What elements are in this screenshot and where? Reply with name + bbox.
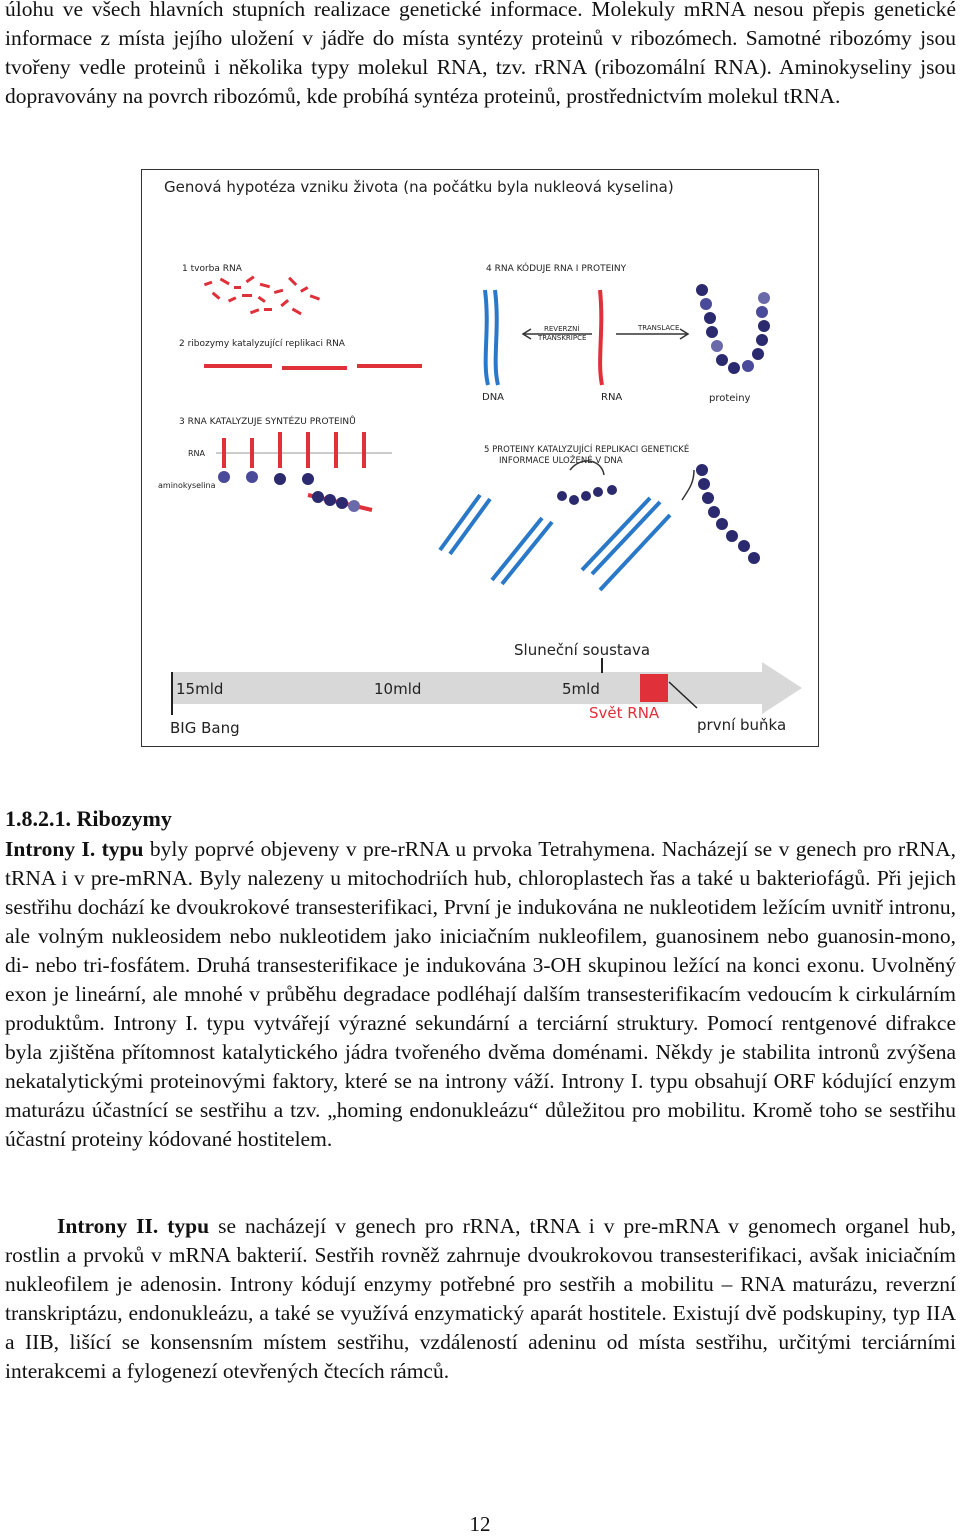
step3-label: 3 RNA KATALYZUJE SYNTÉZU PROTEINŮ bbox=[179, 417, 356, 427]
ribozyme-strands bbox=[204, 366, 422, 368]
rna-strand bbox=[600, 290, 602, 385]
reverse-transcription-label-2: TRANSKRIPCE bbox=[538, 334, 587, 342]
genetic-hypothesis-figure bbox=[141, 169, 819, 747]
protein-chain bbox=[696, 284, 770, 374]
tick-10mld: 10mld bbox=[374, 680, 422, 698]
dna-replication-art bbox=[440, 461, 760, 590]
paragraph-introns-type-2 bbox=[5, 1212, 956, 1386]
step5-label-2: INFORMACE ULOŽENÉ V DNA bbox=[499, 456, 623, 466]
rna-label: RNA bbox=[601, 392, 623, 403]
paragraph-introns-type-1 bbox=[5, 835, 956, 1154]
introns-type-1-text: byly poprvé objeveny v pre-rRNA u prvoka Tetrahymena. Nacházejí se v genech pro rRNA, tRNA i v pre-mRNA. Byly nalezeny u mitochodriích hub, chloroplastech řas a také u bakteriofágů. Při jejich sestřihu dochází ke dvoukrokové transesterifikaci, První je indukována ne nukleotidem ležícím uvnitř intronu, ale volným nukleosidem nebo nukleotidem jako iniciačním nukleofilem, guanosinem nebo guanosin-mono, di- nebo tri-fosfátem. Druhá transesterifikace je indukována 3-OH skupinou ležící na konci exonu. Uvolněný exon je lineární, ale mnohé v průběhu degradace podléhají dalším transesterifikacím vedoucím k cirkulárním produktům. Introny I. typu vytvářejí výrazné sekundární a terciární struktury. Pomocí rentgenové difrakce byla zjištěna přítomnost katalytického jádra tvořeného dvěma doménami. Někdy je stabilita intronů zvýšena nekatalytickými proteinovými faktory, které se na introny váží. Introny I. typu obsahují ORF kódující enzym maturázu účastnící se sestřihu a tzv. „homing endonukleázu“ důležitou pro mobilitu. Kromě toho se sestřihu účastní proteiny kódované hostitelem. bbox=[5, 837, 956, 1151]
introns-type-1-lead: Introny I. typu bbox=[5, 837, 144, 861]
page-number: 12 bbox=[469, 1512, 491, 1536]
tick-5mld: 5mld bbox=[562, 680, 600, 698]
dna-label: DNA bbox=[482, 392, 505, 403]
solar-system-label: Sluneční soustava bbox=[514, 641, 651, 659]
reverse-transcription-label-1: REVERZNÍ bbox=[544, 325, 580, 333]
step1-label: 1 tvorba RNA bbox=[182, 264, 242, 274]
first-cell-label: první buňka bbox=[697, 716, 787, 734]
introns-type-2-lead: Introny II. typu bbox=[57, 1214, 210, 1238]
step3-rna-label: RNA bbox=[188, 449, 206, 458]
section-heading: 1.8.2.1. Ribozymy bbox=[5, 806, 172, 831]
step4-label: 4 RNA KÓDUJE RNA I PROTEINY bbox=[486, 264, 627, 274]
introns-type-2-text: se nacházejí v genech pro rRNA, tRNA i v pre-mRNA v genomech organel hub, rostlin a prvoků v mRNA bakterií. Sestřih rovněž zahrnuje dvoukrokovou transesterifikaci, avšak iniciačním nukleofilem je adenosin. Introny kódují enzymy potřebné pro sestřih a mobilitu – RNA maturázu, reverzní transkriptázu, endonukleázu, a také se využívá enzymatický aparát hostitele. Existují dvě podskupiny, typ IIA a IIB, lišící se konsensním místem sestřihu, vzdáleností adeninu od místa sestřihu, určitými terciárními interakcemi a fylogenezí otevřených čtecích rámců. bbox=[5, 1214, 957, 1383]
proteins-label: proteiny bbox=[709, 393, 751, 404]
step5-label-1: 5 PROTEINY KATALYZUJÍCÍ REPLIKACI GENETICKÉ bbox=[484, 445, 690, 455]
figure-title: Genová hypotéza vzniku života (na počátku byla nukleová kyselina) bbox=[164, 178, 674, 196]
rna-fragments bbox=[204, 275, 320, 315]
rna-world-label: Svět RNA bbox=[589, 704, 660, 722]
step3-aminoacid-label: aminokyselina bbox=[158, 481, 216, 490]
dna-double-strand bbox=[485, 290, 498, 385]
big-bang-label: BIG Bang bbox=[170, 719, 240, 737]
translation-label: TRANSLACE bbox=[638, 324, 680, 332]
rna-catalysis-art bbox=[216, 432, 392, 512]
timeline-arrow bbox=[172, 658, 802, 715]
step2-label: 2 ribozymy katalyzující replikaci RNA bbox=[179, 339, 345, 349]
intro-paragraph: úlohu ve všech hlavních stupních realizace genetické informace. Molekuly mRNA nesou přepis genetické informace z místa jejího uložení v jádře do místa syntézy proteinů v ribozómech. Samotné ribozómy jsou tvořeny vedle proteinů i několika typy molekul RNA, tzv. rRNA (ribozomální RNA). Aminokyseliny jsou dopravovány na povrch ribozómů, kde probíhá syntéza proteinů, prostřednictvím molekul tRNA. bbox=[5, 0, 956, 108]
tick-15mld: 15mld bbox=[176, 680, 224, 698]
